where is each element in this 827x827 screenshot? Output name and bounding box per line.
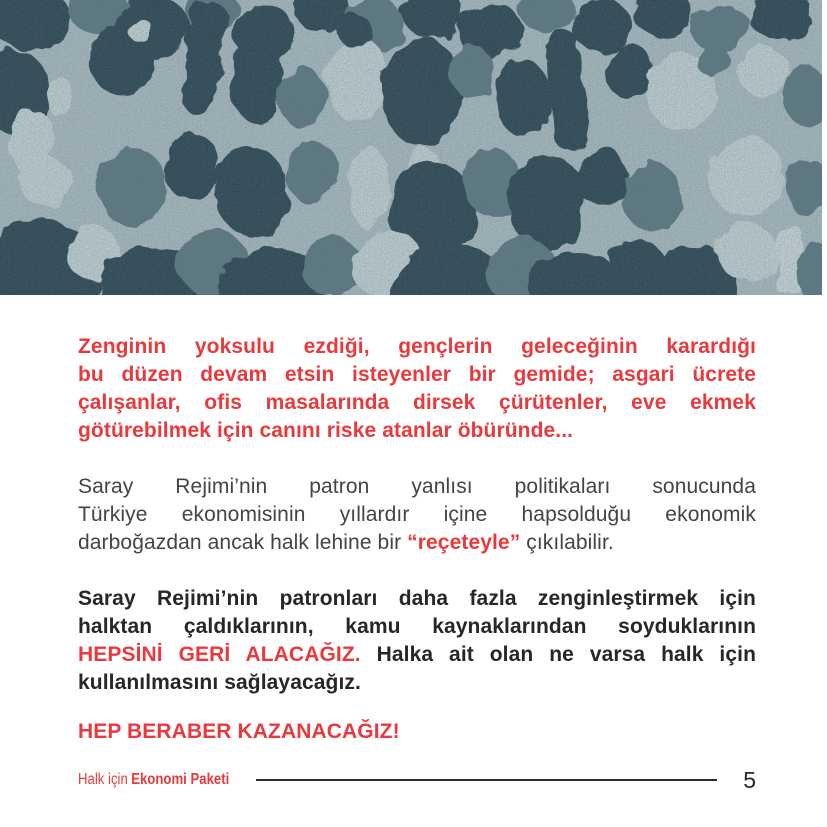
crowd-photo-art (0, 0, 822, 295)
paragraph-intro-line: çalışanlar, ofis masalarında dirsek çürütenler, eve ekmek (78, 391, 756, 414)
paragraph-intro-line: götürebilmek için canını riske atanlar öbüründe... (78, 419, 574, 442)
paragraph-promise-line: halktan çaldıklarının, kamu kaynaklarından soyduklarının (78, 615, 756, 638)
paragraph-slogan-line: HEP BERABER KAZANACAĞIZ! (78, 720, 400, 743)
page-number: 5 (743, 766, 756, 793)
page-footer (78, 766, 756, 794)
footer-divider (256, 779, 717, 781)
brand-bold-text: Ekonomi Paketi (131, 771, 230, 788)
paragraph-promise-line: Saray Rejimi’nin patronları daha fazla zenginleştirmek için (78, 587, 756, 610)
paragraph-recete (78, 473, 756, 557)
paragraph-recete-line: Saray Rejimi’nin patron yanlısı politikaları sonucunda (78, 475, 756, 498)
paragraph-recete-line: Türkiye ekonomisinin yıllardır içine hapsolduğu ekonomik (78, 503, 756, 526)
paragraph-intro-line: bu düzen devam etsin isteyenler bir gemide; asgari ücrete (78, 363, 756, 386)
text-block (78, 295, 756, 746)
paragraph-intro (78, 333, 756, 445)
paragraph-promise-line: kullanılmasını sağlayacağız. (78, 671, 361, 694)
paragraph-promise (78, 585, 756, 697)
paragraph-intro-line: Zenginin yoksulu ezdiği, gençlerin geleceğinin karardığı (78, 335, 756, 358)
paragraph-recete-line: darboğazdan ancak halk lehine bir “reçeteyle” çıkılabilir. (78, 531, 614, 554)
crowd-photo (0, 0, 822, 295)
brand-light-text: Halk için (78, 771, 128, 788)
paragraph-promise-line: HEPSİNİ GERİ ALACAĞIZ. Halka ait olan ne varsa halk için (78, 643, 756, 666)
paragraph-slogan (78, 718, 756, 746)
footer-brand (78, 771, 230, 789)
highlighted-phrase: HEPSİNİ GERİ ALACAĞIZ. (78, 643, 361, 666)
highlighted-phrase: “reçeteyle” (407, 531, 521, 554)
